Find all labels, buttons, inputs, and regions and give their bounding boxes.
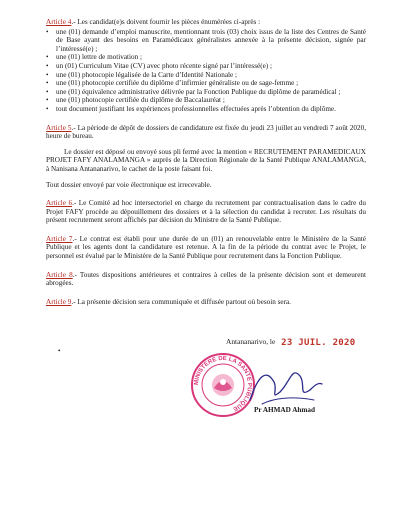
date-stamp: 23 JUIL. 2020 [281,338,356,348]
list-item: • une (01) photocopie légalisée de la Carte d’Identité Nationale ; [46,71,366,80]
article-6-label: Article 6 [46,199,73,208]
article-7-label: Article 7 [46,234,73,243]
place-and-date [226,338,355,348]
article-5-label: Article 5 [46,123,72,132]
article-9-paragraph [46,298,366,307]
article-5-text-1: .- La période de dépôt de dossiers de candidature est fixée du jeudi 23 juillet au vendredi 7 août 2020, heure de bureau. [46,123,366,141]
seal-text: MINISTERE DE LA SANTE PUBLIQUE [193,355,253,412]
article-4-label: Article 4 [46,18,72,26]
list-item: • tout document justifiant les expériences professionnelles effectuées après l’obtention du diplôme. [46,105,366,114]
list-item: • une (01) lettre de motivation ; [46,53,366,62]
article-6-paragraph [46,199,366,225]
article-8-paragraph [46,271,366,288]
article-9-text: .- La présente décision sera communiquée et diffusée partout où besoin sera. [71,297,291,306]
article-7-paragraph [46,235,366,261]
list-item: • une (01) équivalence administrative délivrée par la Fonction Publique du diplôme de paramédical ; [46,88,366,97]
article-8-text: .- Toutes dispositions antérieures et contraires à celles de la présente décision sont et demeurent abrogées. [46,270,366,288]
list-item: • une (01) photocopie certifiée du diplôme de Baccalauréat ; [46,96,366,105]
list-item: • un (01) Curriculum Vitae (CV) avec photo récente signé par l’intéressé(e) ; [46,62,366,71]
signatory-name: Pr AHMAD Ahmad [254,406,315,414]
article-6-text: .- Le Comité ad hoc intersectoriel en charge du recrutement par contractualisation dans le cadre du Projet FAFY procède au dépouillement des dossiers et à la sélection du candidat à recruter. Les résultats du présent recrutement seront affichés par décision du Ministre de la Santé Publique. [46,199,366,225]
article-5-paragraph-2: Le dossier est déposé ou envoyé sous pli fermé avec la mention « RECRUTEMENT PARAMEDICAUX PROJET FAFY ANALAMANGA » auprès de la Direction Régionale de la Santé Publique ANALAMANGA, à Nanisana Antananarivo, le cachet de la poste faisant foi. [46,147,366,173]
place-label: Antananarivo, le [226,337,276,346]
article-9-label: Article 9 [46,297,72,306]
article-5-paragraph-3: Tout dossier envoyé par voie électronique est irrecevable. [46,180,212,189]
list-item: • une (01) demande d’emploi manuscrite, mentionnant trois (03) choix issus de la liste des Centres de Santé de Base ayant des besoins en Paramédicaux généralistes annexée à la présente décision, signée par l’intéressé(e) ; [46,28,366,54]
article-4-intro-text: .- Les candidat(e)s doivent fournir les pièces énumérées ci-après : [71,18,261,26]
article-7-text: .- Le contrat est établi pour une durée de un (01) an renouvelable entre le Ministère de la Santé Publique et les agents dont la candidature est retenue. A la fin de la période du contrat avec le Projet, le personnel est évalué par le Ministère de la Santé Publique pour recrutement dans la Fonction Publique. [46,234,366,261]
article-4-list [46,28,366,114]
stray-dot: • [58,347,61,355]
article-5-paragraph-1 [46,124,366,141]
article-4-intro [46,18,366,27]
list-item: • une (01) photocopie certifiée du diplôme d’infirmier généraliste ou de sage-femme ; [46,79,366,88]
article-8-label: Article 8 [46,270,73,279]
